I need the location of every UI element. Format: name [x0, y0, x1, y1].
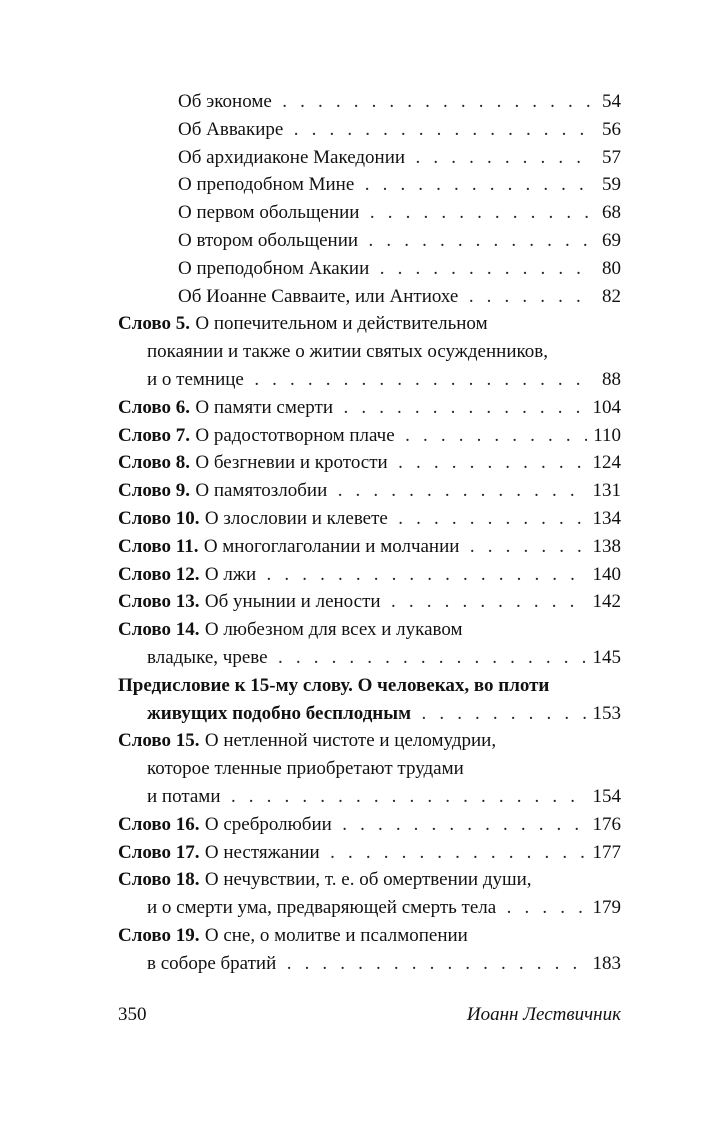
- folio-number: 350: [118, 1004, 147, 1025]
- toc-line: [118, 588, 621, 616]
- toc-line: [118, 950, 621, 978]
- chapter-title: и о смерти ума, предваряющей смерть тела: [147, 897, 497, 919]
- table-of-contents: [118, 88, 621, 978]
- running-author: Иоанн Лествичник: [466, 1004, 621, 1025]
- entry-title: [118, 394, 333, 422]
- dot-leader: [287, 950, 586, 978]
- entry-page: 145: [592, 646, 621, 668]
- chapter-number: Слово 17.: [118, 841, 200, 863]
- toc-line: [118, 672, 621, 700]
- entry-title: [118, 310, 488, 338]
- chapter-title: О радостотворном плаче: [195, 424, 395, 446]
- entry-title: [147, 700, 411, 728]
- chapter-title: Об унынии и лености: [204, 591, 381, 613]
- entry-title: [118, 449, 388, 477]
- dot-leader: [369, 227, 596, 255]
- entry-page: 124: [592, 452, 621, 474]
- entry-page: 82: [602, 285, 621, 307]
- entry-page: 59: [602, 174, 621, 196]
- chapter-title: О попечительном и действительном: [195, 313, 488, 335]
- chapter-title: О безгневии и кротости: [195, 452, 388, 474]
- chapter-number: Слово 19.: [118, 924, 200, 946]
- toc-line: [118, 394, 621, 422]
- dot-leader: [254, 366, 595, 394]
- toc-line: [118, 116, 621, 144]
- toc-line: [118, 644, 621, 672]
- entry-title: [118, 505, 388, 533]
- dot-leader: [421, 700, 585, 728]
- chapter-title: О лжи: [204, 563, 257, 585]
- entry-title: О втором обольщении: [178, 229, 359, 251]
- dot-leader: [338, 477, 586, 505]
- toc-line: [118, 477, 621, 505]
- entry-title: [118, 922, 468, 950]
- entry-page: 153: [592, 702, 621, 724]
- dot-leader: [278, 644, 586, 672]
- chapter-title: которое тленные приобретают трудами: [147, 758, 464, 780]
- entry-title: Об экономе: [178, 91, 272, 112]
- toc-line: [118, 811, 621, 839]
- chapter-title: покаянии и также о житии святых осужденников,: [147, 341, 548, 363]
- chapter-number: Слово 10.: [118, 507, 200, 529]
- entry-page: 140: [592, 563, 621, 585]
- entry-page: 88: [602, 368, 621, 390]
- entry-title: О преподобном Акакии: [178, 257, 370, 279]
- dot-leader: [380, 255, 596, 283]
- dot-leader: [231, 783, 586, 811]
- entry-title: [118, 839, 320, 867]
- entry-title: [118, 866, 532, 894]
- toc-line: [118, 700, 621, 728]
- chapter-number: Слово 7.: [118, 424, 191, 446]
- dot-leader: [282, 88, 595, 116]
- chapter-title: О злословии и клевете: [204, 507, 388, 529]
- entry-title: [118, 477, 327, 505]
- entry-title: [118, 588, 381, 616]
- entry-page: 104: [592, 396, 621, 418]
- entry-page: 154: [592, 785, 621, 807]
- toc-line: [118, 839, 621, 867]
- chapter-number: Слово 16.: [118, 813, 200, 835]
- chapter-title: О любезном для всех и лукавом: [204, 619, 463, 641]
- chapter-title: О нетленной чистоте и целомудрии,: [204, 730, 497, 752]
- entry-page: 110: [593, 424, 621, 446]
- entry-page: 183: [592, 952, 621, 974]
- entry-title: О преподобном Мине: [178, 174, 355, 196]
- dot-leader: [343, 394, 585, 422]
- page-footer: [118, 1004, 621, 1026]
- entry-title: [118, 533, 459, 561]
- entry-title: [118, 422, 395, 450]
- chapter-number: Слово 15.: [118, 730, 200, 752]
- entry-title: Об архидиаконе Македонии: [178, 146, 406, 168]
- chapter-number: Слово 6.: [118, 396, 191, 418]
- toc-line: [118, 366, 621, 394]
- entry-page: 131: [592, 480, 621, 502]
- chapter-title: О нечувствии, т. е. об омертвении души,: [204, 869, 532, 891]
- dot-leader: [405, 422, 586, 450]
- entry-page: 138: [592, 535, 621, 557]
- toc-line: [118, 894, 621, 922]
- chapter-number: Слово 13.: [118, 591, 200, 613]
- chapter-number: Слово 8.: [118, 452, 191, 474]
- entry-title: О первом обольщении: [178, 202, 360, 224]
- toc-line: [118, 505, 621, 533]
- toc-line: [118, 922, 621, 950]
- entry-page: 54: [602, 91, 621, 112]
- dot-leader: [267, 561, 586, 589]
- chapter-title: О памяти смерти: [195, 396, 334, 418]
- toc-line: [118, 449, 621, 477]
- chapter-title: О многоглаголании и молчании: [203, 535, 460, 557]
- chapter-number: Слово 5.: [118, 313, 191, 335]
- dot-leader: [470, 533, 586, 561]
- toc-line: [118, 783, 621, 811]
- entry-page: 69: [602, 229, 621, 251]
- dot-leader: [416, 144, 596, 172]
- chapter-number: Слово 18.: [118, 869, 200, 891]
- entry-page: 134: [592, 507, 621, 529]
- chapter-title: О сребролюбии: [204, 813, 332, 835]
- toc-line: [118, 171, 621, 199]
- toc-line: [118, 533, 621, 561]
- entry-page: 56: [602, 118, 621, 140]
- dot-leader: [330, 839, 586, 867]
- chapter-title: в соборе братий: [147, 952, 277, 974]
- toc-line: [118, 338, 621, 366]
- entry-title: Об Аввакире: [178, 118, 284, 140]
- dot-leader: [294, 116, 596, 144]
- chapter-title: О памятозлобии: [195, 480, 328, 502]
- preface-title: Предисловие к 15-му слову. О человеках, во плоти: [118, 674, 550, 696]
- entry-title: [118, 672, 549, 700]
- chapter-number: Слово 14.: [118, 619, 200, 641]
- toc-line: [118, 561, 621, 589]
- toc-line: [118, 866, 621, 894]
- entry-page: 179: [592, 897, 621, 919]
- entry-title: [118, 727, 496, 755]
- entry-page: 80: [602, 257, 621, 279]
- toc-line: [118, 283, 621, 311]
- dot-leader: [370, 199, 595, 227]
- entry-title: [118, 811, 332, 839]
- entry-title: Об Иоанне Савваите, или Антиохе: [178, 285, 459, 307]
- entry-page: 57: [602, 146, 621, 168]
- toc-line: [118, 727, 621, 755]
- toc-line: [118, 199, 621, 227]
- entry-page: 177: [592, 841, 621, 863]
- entry-page: 142: [592, 591, 621, 613]
- toc-line: [118, 755, 621, 783]
- dot-leader: [398, 505, 586, 533]
- chapter-title: О сне, о молитве и псалмопении: [204, 924, 468, 946]
- toc-line: [118, 422, 621, 450]
- toc-line: [118, 616, 621, 644]
- chapter-number: Слово 9.: [118, 480, 191, 502]
- chapter-number: Слово 12.: [118, 563, 200, 585]
- dot-leader: [469, 283, 596, 311]
- entry-page: 176: [592, 813, 621, 835]
- toc-line: [118, 88, 621, 116]
- dot-leader: [507, 894, 586, 922]
- dot-leader: [398, 449, 586, 477]
- chapter-title: О нестяжании: [204, 841, 320, 863]
- toc-line: [118, 144, 621, 172]
- toc-line: [118, 255, 621, 283]
- chapter-title: и потами: [147, 785, 221, 807]
- dot-leader: [342, 811, 586, 839]
- entry-title: [118, 616, 463, 644]
- entry-page: 68: [602, 202, 621, 224]
- chapter-title: владыке, чреве: [147, 646, 268, 668]
- entry-title: [118, 561, 256, 589]
- chapter-title: и о темнице: [147, 368, 244, 390]
- toc-line: [118, 310, 621, 338]
- chapter-number: Слово 11.: [118, 535, 199, 557]
- dot-leader: [391, 588, 586, 616]
- dot-leader: [365, 171, 596, 199]
- preface-title: живущих подобно бесплодным: [147, 702, 412, 724]
- toc-line: [118, 227, 621, 255]
